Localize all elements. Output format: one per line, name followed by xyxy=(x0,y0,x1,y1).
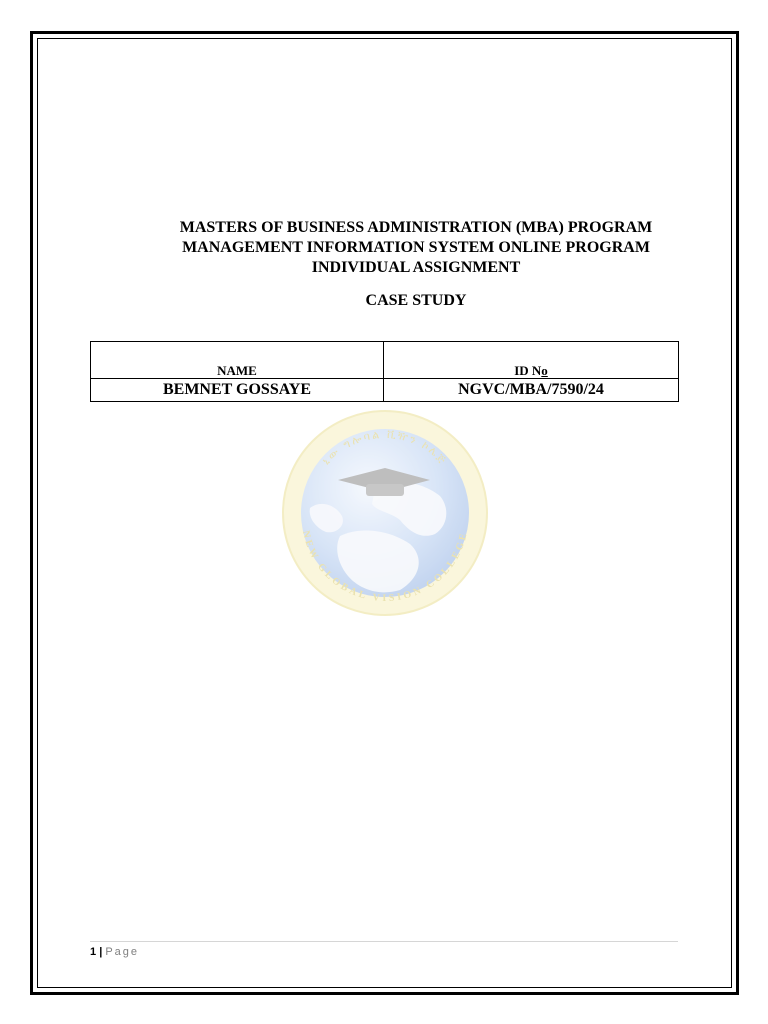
table-row xyxy=(91,379,679,402)
logo-bottom-text: NEW GLOBAL VISION COLLEGE xyxy=(299,529,470,605)
page-number: 1 xyxy=(90,946,97,958)
footer-divider xyxy=(90,941,678,942)
id-header xyxy=(384,342,679,379)
student-info-table xyxy=(90,341,679,402)
page-label: Page xyxy=(105,946,140,958)
title-line-course: MANAGEMENT INFORMATION SYSTEM ONLINE PROGRAM xyxy=(182,239,650,256)
title-line-assignment: INDIVIDUAL ASSIGNMENT xyxy=(311,259,521,276)
id-header-suffix: o xyxy=(541,363,548,378)
student-name: BEMNET GOSSAYE xyxy=(91,379,384,402)
case-study-heading: CASE STUDY xyxy=(365,292,467,309)
student-id: NGVC/MBA/7590/24 xyxy=(384,379,679,402)
title-block xyxy=(90,218,742,278)
college-logo-watermark xyxy=(280,408,490,618)
id-header-prefix: ID N xyxy=(514,363,542,378)
graduation-cap-base xyxy=(366,484,404,496)
footer-separator: | xyxy=(99,946,103,958)
name-header: NAME xyxy=(91,342,384,379)
table-header-row xyxy=(91,342,679,379)
page-footer xyxy=(90,945,139,959)
title-line-program: MASTERS OF BUSINESS ADMINISTRATION (MBA) PROGRAM xyxy=(179,219,653,236)
logo-top-text: ኒው ግሎባል ቪዥን ኮሌጅ xyxy=(319,427,451,468)
